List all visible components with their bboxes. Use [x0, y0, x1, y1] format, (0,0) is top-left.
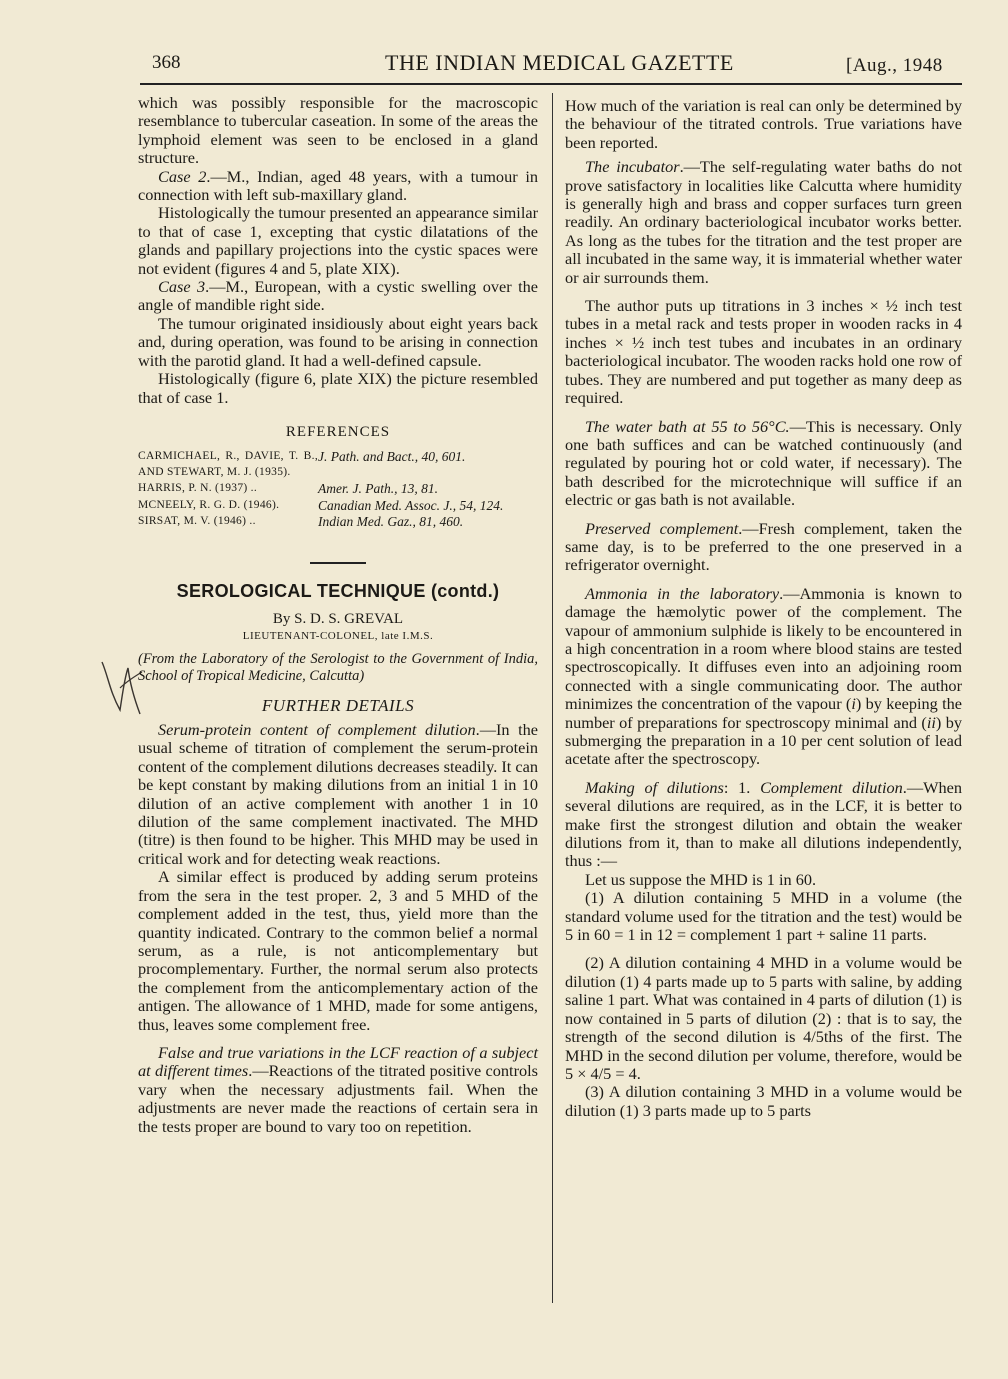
case-label: Case 3: [158, 277, 206, 297]
paragraph-serum-protein: Serum-protein content of complement dilution.—In the usual scheme of titration of complement the serum-protein content of the complement dilutions decreases steadily. It can be kept constant by making dilutions from an initial 1 in 10 dilution of an active complement with another 1 in 10 dilution of the same complement inactivated. The MHD (titre) is then found to be higher. This MHD may be used in critical work and for detecting weak reactions.: [138, 720, 538, 868]
paragraph: Let us suppose the MHD is 1 in 60.: [585, 869, 817, 889]
paragraph-false-true: False and true variations in the LCF reaction of a subject at different times.—Reactions of the titrated positive controls vary when the necessary adjustments fail. When the adjustments are never made the reactions of certain sera in the tests proper are bound to vary too on repetition.: [138, 1042, 538, 1136]
byline: By S. D. S. GREVAL: [272, 611, 404, 628]
paragraph: A similar effect is produced by adding serum proteins from the sera in the test proper. 2, 3 and 5 MHD of the complement added in the test, thus, yield more than the quantity indicated. Contrary to the common belief a normal serum, as a rule, is not anticomplementary but procomplementary. Further, the normal serum also protects the complement from the anticomplementary action of the antigen. The allowance of 1 MHD, made for some antigens, thus, leaves some complement free.: [138, 867, 538, 1034]
right-column: [565, 97, 962, 1120]
paragraph: Histologically the tumour presented an appearance similar to that of case 1, excepting that cystic dilatations of the glands and papillary projections into the cystic spaces were not evident (figures 4 and 5, plate XIX).: [138, 203, 538, 278]
reference-item: SIRSAT, M. V. (1946) .. Indian Med. Gaz., 81, 460.: [138, 514, 464, 530]
paragraph-water-bath: The water bath at 55 to 56°C.—This is necessary. Only one bath suffices and can be watched continuously (and regulated by pouring hot or cold water, if necessary). The bath described for the microtechnique will suffice if an electric or gas bath is not available.: [565, 416, 962, 510]
paragraph: The tumour originated insidiously about eight years back and, during operation, was found to be arising in connection with the parotid gland. It had a well-defined capsule.: [138, 313, 538, 370]
issue-date: [Aug., 1948: [846, 55, 943, 76]
reference-item: MCNEELY, R. G. D. (1946). Canadian Med. Assoc. J., 54, 124.: [138, 497, 504, 513]
paragraph-dilution-1: (1) A dilution containing 5 MHD in a volume (the standard volume used for the titration and the test) would be 5 in 60 = 1 in 12 = complement 1 part + saline 11 parts.: [565, 888, 962, 945]
references-list: [138, 449, 538, 530]
paragraph-incubator: The incubator.—The self-regulating water baths do not prove satisfactory in localities like Calcutta where humidity is generally high and brass and copper surfaces turn green readily. An ordinary bacteriological incubator works better. As long as the tubes for the titration and the test proper are all incubated in the same way, it is immaterial whether water or air surrounds them.: [565, 157, 962, 287]
paragraph: How much of the variation is real can only be determined by the behaviour of the titrated controls. True variations have been reported.: [565, 96, 962, 152]
references-heading: REFERENCES: [285, 423, 391, 440]
paragraph-dilution-3: (3) A dilution containing 3 MHD in a volume would be dilution (1) 3 parts made up to 5 parts: [565, 1082, 962, 1120]
left-column: [138, 94, 538, 1136]
paragraph: which was possibly responsible for the macroscopic resemblance to tubercular caseation. In some of the areas the lymphoid element was seen to be enclosed in a gland structure.: [138, 93, 538, 168]
section-heading: FURTHER DETAILS: [261, 695, 415, 715]
page-header: [0, 0, 1008, 90]
paragraph-ammonia: Ammonia in the laboratory.—Ammonia is known to damage the hæmolytic power of the complement. The vapour of ammonium sulphide is likely to be encountered in a high concentration in a room where blood stains are tested spectroscopically. It diffuses even into an adjoining room connected with a single communicating door. The author minimizes the concentration of the vapour (i) by keeping the number of preparations for spectroscopy minimal and (ii) by submerging the preparation in a 10 per cent solution of lead acetate after the spectroscopy.: [565, 583, 963, 769]
case-label: Case 2: [158, 166, 207, 186]
paragraph-case-3: Case 3.—M., European, with a cystic swelling over the angle of mandible right side.: [138, 277, 538, 315]
paragraph: Histologically (figure 6, plate XIX) the picture resembled that of case 1.: [138, 369, 538, 407]
column-divider: [552, 93, 553, 1303]
section-rule: [310, 562, 366, 564]
reference-item: HARRIS, P. N. (1937) .. Amer. J. Path., 13, 81.: [138, 481, 438, 497]
paragraph-making-dilutions: Making of dilutions: 1. Complement dilution.—When several dilutions are required, as in the LCF, it is better to make first the strongest dilution and obtain the weaker dilutions from it, than to make all dilutions independently, thus :—: [565, 777, 962, 871]
page-number: 368: [152, 52, 181, 73]
affiliation: (From the Laboratory of the Serologist to the Government of India, School of Tropical Medicine, Calcutta): [138, 650, 538, 684]
journal-title: THE INDIAN MEDICAL GAZETTE: [385, 50, 734, 75]
reference-item: CARMICHAEL, R., DAVIE, T. B., AND STEWART, M. J. (1935). J. Path. and Bact., 40, 601.: [138, 449, 466, 478]
paragraph: The author puts up titrations in 3 inches × ½ inch test tubes in a metal rack and tests proper in wooden racks in 4 inches × ½ inch test tubes and incubates in an ordinary bacteriological incubator. The wooden racks hold one row of tubes. They are numbered and put together as many deep as required.: [565, 296, 962, 408]
paragraph-case-2: Case 2.—M., Indian, aged 48 years, with a tumour in connection with left sub-maxillary gland.: [138, 166, 539, 205]
author-rank: LIEUTENANT-COLONEL, late I.M.S.: [242, 629, 434, 642]
article-title: SEROLOGICAL TECHNIQUE (contd.): [176, 580, 500, 601]
paragraph-dilution-2: (2) A dilution containing 4 MHD in a volume would be dilution (1) 4 parts made up to 5 parts with saline, by adding saline 1 part. What was contained in 4 parts of dilution (1) is now contained in 5 parts of dilution (2) : that is to say, the strength of the second dilution is 4/5ths of the first. The MHD in the second dilution per volume, therefore, would be 5 × 4/5 = 4.: [565, 953, 962, 1083]
header-rule: [140, 83, 962, 85]
paragraph-preserved: Preserved complement.—Fresh complement, taken the same day, is to be preferred to the one preserved in a refrigerator overnight.: [565, 518, 962, 575]
